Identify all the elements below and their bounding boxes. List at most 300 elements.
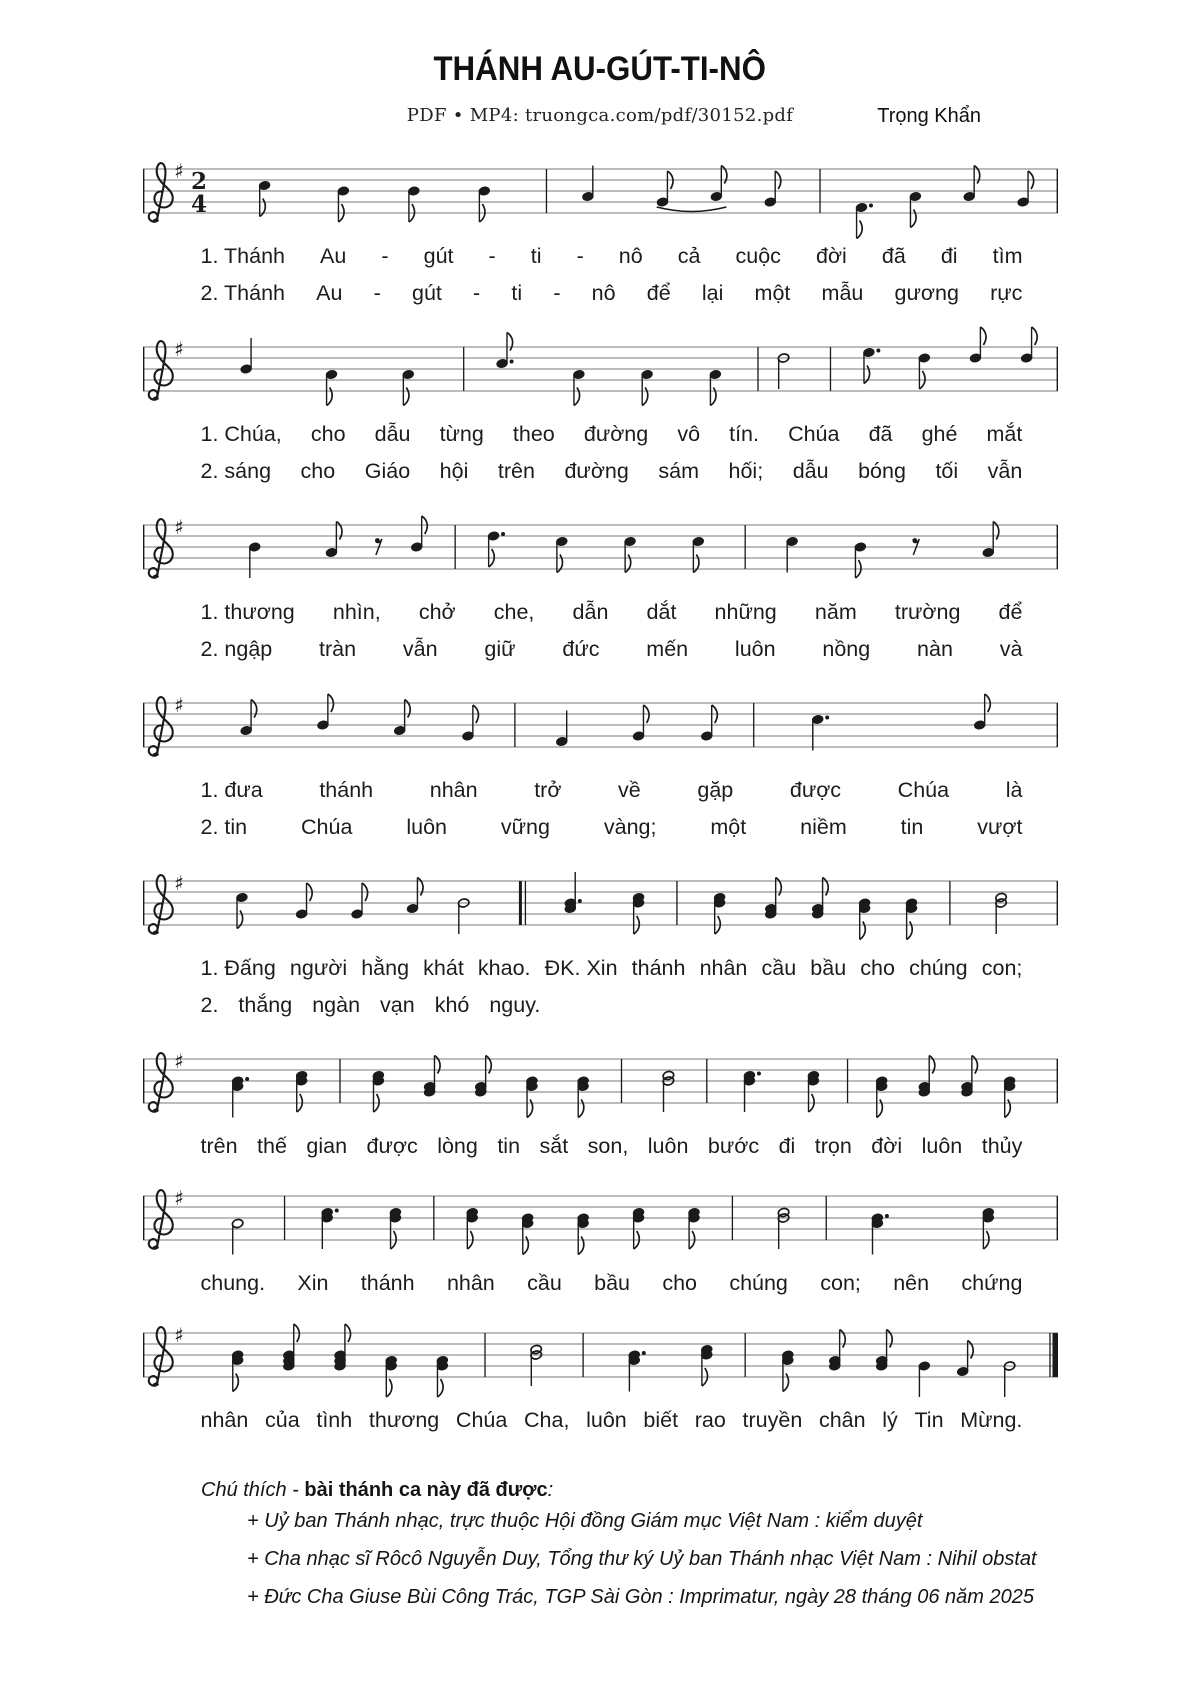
music-system [143, 499, 1058, 664]
lyric-word: 1. Chúa, [200, 422, 282, 446]
lyric-word: nô [591, 281, 616, 305]
note [333, 1324, 350, 1371]
note [577, 1076, 589, 1118]
lyric-word: Chúa [897, 778, 950, 802]
eighth-flag [906, 922, 912, 940]
lyric-word: và [999, 637, 1023, 661]
eighth-flag [578, 1237, 584, 1255]
pdf-link-text: PDF • MP4: truongca.com/pdf/30152.pdf [406, 105, 794, 126]
eighth-flag [822, 878, 828, 896]
lyric-line [201, 812, 1023, 842]
lyric-word: 2. thắng [200, 993, 293, 1017]
eighth-flag [859, 922, 865, 940]
lyric-word: ĐK. Xin [544, 956, 618, 980]
eighth-flag [522, 1237, 528, 1255]
staff [143, 1170, 1058, 1266]
lyric-line [201, 634, 1023, 664]
lyric-word: tối [935, 459, 959, 483]
footnote-line: + Đức Cha Giuse Bùi Công Trác, TGP Sài Gòn : Imprimatur, ngày 28 tháng 06 năm 2025 [247, 1586, 1034, 1608]
eighth-flag [642, 388, 648, 406]
lyric-word: nhân [699, 956, 748, 980]
note [858, 898, 870, 940]
lyric-word: theo [512, 422, 555, 446]
lyric-line [201, 241, 1023, 271]
lyric-word: đời [871, 1134, 903, 1158]
note [325, 522, 342, 558]
sharp-key-signature-icon: ♯ [173, 1049, 184, 1073]
eighth-flag [527, 1100, 533, 1118]
lyric-word: con; [981, 956, 1023, 980]
lyric-word: luôn [406, 815, 447, 839]
augmentation-dot [884, 1214, 888, 1218]
note [687, 1207, 699, 1249]
lyric-word: - [553, 281, 561, 305]
note [325, 369, 337, 405]
note [710, 166, 727, 202]
lyric-word: rao [694, 1408, 726, 1432]
composer-name: Trọng Khẩn [877, 105, 981, 127]
note [700, 1344, 712, 1386]
lyric-word: về [618, 778, 641, 802]
augmentation-dot [245, 1077, 249, 1081]
lyric-word: nhân [200, 1408, 249, 1432]
lyric-word: Cha, [524, 1408, 570, 1432]
note [231, 1350, 243, 1392]
footnote [135, 1479, 1065, 1616]
note [632, 1207, 644, 1249]
eighth-flag [404, 700, 410, 718]
lyric-word: tìm [992, 244, 1023, 268]
note [466, 1207, 478, 1249]
lyric-word: chân [818, 1408, 866, 1432]
note [478, 186, 490, 222]
lyric-word: cho [860, 956, 895, 980]
lyric-word: khao. [477, 956, 531, 980]
lyric-word: cho [662, 1271, 697, 1295]
sharp-key-signature-icon: ♯ [173, 515, 184, 539]
note [282, 1324, 299, 1371]
lyric-word: cả [677, 244, 701, 268]
note [662, 1070, 674, 1112]
lyric-word: nồng [822, 637, 871, 661]
lyric-word: cầu [761, 956, 797, 980]
note [743, 1070, 761, 1112]
lyric-word: trường [894, 600, 961, 624]
note [623, 536, 635, 572]
note [632, 892, 644, 934]
slur [656, 207, 726, 212]
sharp-key-signature-icon: ♯ [173, 159, 184, 183]
lyric-word: luôn [586, 1408, 627, 1432]
staff [143, 499, 1058, 595]
eighth-flag [910, 210, 916, 228]
note [240, 338, 252, 374]
lyric-word: lý [882, 1408, 898, 1432]
note [918, 1056, 935, 1098]
lyric-word: khát [423, 956, 464, 980]
note [231, 1076, 249, 1118]
eighth-flag [929, 1056, 935, 1074]
staff [143, 1307, 1058, 1403]
note [240, 700, 257, 736]
lyric-word: 1. thương [200, 600, 295, 624]
footnote-line: + Cha nhạc sĩ Rôcô Nguyễn Duy, Tổng thư ký Uỷ ban Thánh nhạc Việt Nam : Nihil obstat [247, 1548, 1037, 1570]
note [875, 1330, 892, 1372]
lyric-line [201, 419, 1023, 449]
lyric-word: niềm [800, 815, 847, 839]
lyric-word: - [373, 281, 381, 305]
note [994, 892, 1006, 934]
eighth-flag [434, 1056, 440, 1074]
lyric-word: trên [497, 459, 535, 483]
lyric-line [201, 1268, 1023, 1298]
lyric-word: đi [940, 244, 958, 268]
lyric-word: son, [587, 1134, 629, 1158]
augmentation-dot [501, 532, 505, 536]
lyric-word: đường [564, 459, 629, 483]
lyric-word: luôn [921, 1134, 963, 1158]
staff [143, 677, 1058, 773]
lyric-word: cho [300, 459, 336, 483]
lyric-word: tràn [319, 637, 357, 661]
note [423, 1056, 440, 1098]
lyric-word: 1. Đấng [200, 956, 276, 980]
eighth-flag [993, 522, 999, 540]
eighth-flag [506, 333, 512, 351]
music-system [143, 321, 1058, 486]
lyric-word: - [473, 281, 481, 305]
note [406, 878, 423, 914]
lyric-word: Mừng. [960, 1408, 1023, 1432]
lyric-word: đường [583, 422, 649, 446]
eighth-flag [782, 1374, 788, 1392]
lyric-word: được [789, 778, 842, 802]
music-system [143, 1170, 1058, 1298]
eighth-flag [417, 878, 423, 896]
note [258, 180, 270, 216]
eighth-flag [326, 388, 332, 406]
staff [143, 1033, 1058, 1129]
note [628, 1350, 646, 1392]
lyric-word: khó [434, 993, 470, 1017]
lyric-word: mến [646, 637, 689, 661]
note [918, 1361, 930, 1397]
lyric-word: nô [618, 244, 643, 268]
eighth-flag [710, 388, 716, 406]
lyric-word: chúng [909, 956, 968, 980]
eighth-flag [886, 1330, 892, 1348]
lyric-word: chung. [200, 1271, 266, 1295]
sharp-key-signature-icon: ♯ [173, 337, 184, 361]
lyric-word: năm [814, 600, 857, 624]
lyric-word: truyền [742, 1408, 803, 1432]
lyric-word: Giáo [364, 459, 411, 483]
augmentation-dot [868, 204, 872, 208]
eighth-flag [967, 1341, 973, 1359]
eighth-flag [625, 555, 631, 573]
eighth-flag [232, 1374, 238, 1392]
lyric-word: đã [881, 244, 906, 268]
lyric-word: để [998, 600, 1023, 624]
note [521, 1213, 533, 1255]
lyric-word: 2. ngập [200, 637, 273, 661]
note [781, 1350, 793, 1392]
eighth-flag [971, 1056, 977, 1074]
sharp-key-signature-icon: ♯ [173, 693, 184, 717]
lyric-word: vẫn [402, 637, 438, 661]
lyric-word: của [265, 1408, 300, 1432]
lyric-word: cuộc [735, 244, 781, 268]
note [855, 202, 873, 238]
lyric-word: rực [990, 281, 1023, 305]
note [918, 353, 930, 389]
note [641, 369, 653, 405]
lyric-word: vô [677, 422, 701, 446]
eighth-flag [1031, 327, 1037, 345]
note [875, 1076, 887, 1118]
augmentation-dot [825, 716, 829, 720]
footnote-line: + Uỷ ban Thánh nhạc, trực thuộc Hội đồng Giám mục Việt Nam : kiểm duyệt [247, 1510, 923, 1532]
lyric-word: thánh [319, 778, 374, 802]
note [530, 1344, 542, 1386]
lyric-word: nên [893, 1271, 930, 1295]
note [709, 369, 721, 405]
note [577, 1213, 589, 1255]
lyric-word: chứng [961, 1271, 1023, 1295]
note [248, 542, 260, 578]
lyric-word: trọn [814, 1134, 852, 1158]
eighth-flag [336, 522, 342, 540]
lyric-word: gian [306, 1134, 348, 1158]
note [389, 1207, 401, 1249]
score-area [143, 143, 1058, 1435]
lyric-word: 2. tin [200, 815, 248, 839]
lyric-line [201, 953, 1023, 983]
note [963, 166, 980, 202]
note [555, 536, 567, 572]
lyric-word: che, [493, 600, 535, 624]
lyric-word: hằng [361, 956, 410, 980]
lyric-word: hội [439, 459, 469, 483]
note [385, 1355, 397, 1397]
note [828, 1330, 845, 1372]
lyric-word: cho [310, 422, 346, 446]
lyric-line [201, 1405, 1023, 1435]
augmentation-dot [334, 1209, 338, 1213]
lyric-word: gương [894, 281, 959, 305]
note [564, 872, 582, 914]
lyric-word: tin [497, 1134, 521, 1158]
lyric-word: đức [562, 637, 600, 661]
lyric-word: sám [658, 459, 699, 483]
lyric-word: cầu [527, 1271, 562, 1295]
lyric-word: vững [500, 815, 550, 839]
lyric-word: đã [868, 422, 893, 446]
eighth-flag [573, 388, 579, 406]
lyric-word: Au [320, 244, 347, 268]
note [235, 892, 247, 928]
lyric-word: bóng [858, 459, 906, 483]
lyric-word: thủy [981, 1134, 1023, 1158]
lyric-word: biết [643, 1408, 679, 1432]
note [692, 536, 704, 572]
sharp-key-signature-icon: ♯ [173, 1323, 184, 1347]
lyric-word: ngàn [312, 993, 361, 1017]
lyric-word: nguy. [489, 993, 541, 1017]
note [862, 347, 880, 383]
lyric-word: từng [439, 422, 484, 446]
music-system [143, 1033, 1058, 1161]
lyric-word: thánh [360, 1271, 415, 1295]
lyric-word: - [488, 244, 496, 268]
eighth-flag [693, 555, 699, 573]
note [372, 1070, 384, 1112]
lyric-word: chở [418, 600, 456, 624]
lyric-word: mẫu [821, 281, 864, 305]
lyric-word: mắt [986, 422, 1023, 446]
eighth-flag [403, 388, 409, 406]
lyric-word: những [714, 600, 777, 624]
note [811, 714, 829, 750]
note [555, 711, 567, 747]
note [960, 1056, 977, 1098]
eighth-flag [974, 166, 980, 184]
lyric-word: luôn [734, 637, 776, 661]
eighth-flag [578, 1100, 584, 1118]
lyric-word: tín. [729, 422, 759, 446]
note [786, 536, 798, 572]
lyric-line [201, 278, 1023, 308]
lyric-word: - [381, 244, 389, 268]
lyric-word: dẫu [374, 422, 411, 446]
note [321, 1207, 339, 1249]
lyric-word: vẫn [987, 459, 1023, 483]
note [402, 369, 414, 405]
eighth-flag [876, 1100, 882, 1118]
note [495, 333, 513, 369]
song-title-text: THÁNH AU-GÚT-TI-NÔ [433, 50, 767, 88]
note [909, 191, 921, 227]
lyric-word: con; [820, 1271, 861, 1295]
lyric-line [201, 456, 1023, 486]
lyric-word: đi [778, 1134, 796, 1158]
lyric-word: 2. Thánh [200, 281, 285, 305]
lyric-word: 1. đưa [200, 778, 263, 802]
lyric-word: bước [707, 1134, 760, 1158]
sharp-key-signature-icon: ♯ [173, 871, 184, 895]
lyric-word: nhân [446, 1271, 495, 1295]
footnote-heading [201, 1479, 1065, 1502]
lyric-word: Chúa [455, 1408, 508, 1432]
lyric-word: ghé [921, 422, 958, 446]
lyric-word: dẫn [572, 600, 609, 624]
lyric-word: Chúa [788, 422, 840, 446]
lyric-word: được [366, 1134, 418, 1158]
staff [143, 143, 1058, 239]
music-system [143, 1307, 1058, 1435]
lyric-word: vượt [977, 815, 1023, 839]
music-system [143, 677, 1058, 842]
augmentation-dot [509, 360, 513, 364]
eighth-flag [721, 166, 727, 184]
eighth-flag [259, 199, 265, 217]
note [1003, 1076, 1015, 1118]
lyric-word: giữ [484, 637, 516, 661]
eighth-flag [485, 1056, 491, 1074]
eighth-flag [775, 878, 781, 896]
note [854, 542, 866, 578]
lyric-word: vàng; [603, 815, 657, 839]
note [811, 878, 828, 920]
eighth-flag [856, 221, 862, 239]
footnote-lead-bold: bài thánh ca này đã được [304, 1479, 548, 1501]
lyric-word: hối; [728, 459, 764, 483]
note [982, 1207, 994, 1249]
note [982, 522, 999, 558]
eighth-flag [251, 700, 257, 718]
lyric-word: để [646, 281, 671, 305]
note [871, 1213, 889, 1255]
lyric-word: sắt [539, 1134, 569, 1158]
note [436, 1355, 448, 1397]
lyric-word: thánh [631, 956, 686, 980]
note [764, 878, 781, 920]
lyric-word: dắt [646, 600, 677, 624]
note [713, 892, 725, 934]
lyric-word: trên [200, 1134, 238, 1158]
lyric-word: vạn [380, 993, 415, 1017]
lyric-word: đời [815, 244, 847, 268]
note [572, 369, 584, 405]
sharp-key-signature-icon: ♯ [173, 1186, 184, 1210]
lyric-word: Xin [297, 1271, 329, 1295]
time-signature-top: 2 [190, 168, 207, 195]
lyric-word: Chúa [301, 815, 353, 839]
eighth-flag [386, 1379, 392, 1397]
lyric-word: - [576, 244, 584, 268]
note [407, 186, 419, 222]
lyric-word: nhìn, [332, 600, 381, 624]
lyric-word: tin [900, 815, 924, 839]
staff [143, 321, 1058, 417]
eighth-flag [1004, 1100, 1010, 1118]
lyric-word: dẫu [792, 459, 829, 483]
note [956, 1341, 973, 1377]
augmentation-dot [577, 899, 581, 903]
lyric-word: người [289, 956, 348, 980]
lyric-word: gặp [697, 778, 734, 802]
header-subrow [135, 105, 1065, 133]
eighth-flag [863, 366, 869, 384]
note [807, 1070, 819, 1112]
lyric-word: lại [701, 281, 724, 305]
eighth-flag [839, 1330, 845, 1348]
note [337, 186, 349, 222]
lyric-word: một [710, 815, 747, 839]
lyric-word: là [1005, 778, 1023, 802]
lyric-word: nàn [917, 637, 953, 661]
footnote-lead-tail: : [547, 1479, 554, 1501]
note [393, 700, 410, 736]
lyric-word: lòng [437, 1134, 478, 1158]
eighth-flag [980, 327, 986, 345]
lyric-word: bầu [594, 1271, 630, 1295]
note [777, 1207, 789, 1249]
lyric-word: 1. Thánh [200, 244, 285, 268]
lyric-word: nhân [429, 778, 478, 802]
note [295, 1070, 307, 1112]
lyric-word: Au [316, 281, 343, 305]
